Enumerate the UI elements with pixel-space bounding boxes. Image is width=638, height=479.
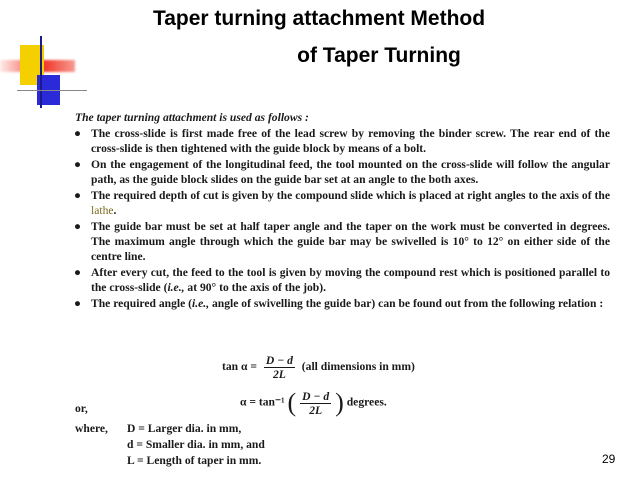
list-item: ● The guide bar must be set at half taper angle and the taper on the work must be converted in degrees. The maximum angle through which the guide bar may be swivelled is 10° to 12° on either side of the centre line. <box>74 220 610 263</box>
list-item: ● The required angle (i.e., angle of swivelling the guide bar) can be found out from the following relation : <box>74 297 604 310</box>
list-item: ● On the engagement of the longitudinal feed, the tool mounted on the cross-slide will follow the angular path, as the guide block slides on the guide bar set at an angle to the both axes. <box>74 158 610 186</box>
slide-title-line1: Taper turning attachment Method <box>152 7 486 30</box>
where-line-3: L = Length of taper in mm. <box>127 454 262 467</box>
bullet-icon: ● <box>74 297 82 310</box>
fraction: $\frac{D - d}{2L}$ <box>265 354 293 381</box>
bullet-icon: ● <box>74 189 82 202</box>
where-label: where, <box>75 422 108 435</box>
bullet-icon: ● <box>74 127 82 140</box>
bullet-icon: ● <box>74 220 82 233</box>
slide-title-line2: of Taper Turning <box>297 44 461 67</box>
deco-horizontal-line <box>17 90 87 91</box>
highlighted-word: lathe <box>91 204 114 217</box>
where-line-1: D = Larger dia. in mm, <box>127 422 242 435</box>
bullet-icon: ● <box>74 266 82 279</box>
deco-vertical-line <box>40 36 42 108</box>
page-number: 29 <box>602 452 616 466</box>
left-paren: ( <box>287 388 297 417</box>
right-paren: ) <box>335 388 344 417</box>
equation-alpha: α = tan⁻¹ ( $\frac{D - d}{2L}$ ) degrees. <box>240 388 387 417</box>
list-item: ● The required depth of cut is given by the compound slide which is placed at right angles to the axis of the lathe. <box>74 189 610 217</box>
equation-tan: tan α = $\frac{D - d}{2L}$ (all dimensions in mm) <box>222 354 415 381</box>
list-item: ● The cross-slide is first made free of the lead screw by removing the binder screw. The rear end of the cross-slide is then tightened with the guide block by means of a bolt. <box>74 127 610 155</box>
where-line-2: d = Smaller dia. in mm, and <box>127 438 265 451</box>
equation-prefix: or, <box>75 402 88 415</box>
bullet-icon: ● <box>74 158 82 171</box>
intro-text: The taper turning attachment is used as follows : <box>75 111 309 124</box>
document-body <box>65 110 610 312</box>
bullet-list <box>65 126 610 311</box>
list-item: ● After every cut, the feed to the tool is given by moving the compound rest which is positioned parallel to the cross-slide (i.e., at 90° to the axis of the job). <box>74 266 610 294</box>
fraction: $\frac{D - d}{2L}$ <box>302 389 330 417</box>
